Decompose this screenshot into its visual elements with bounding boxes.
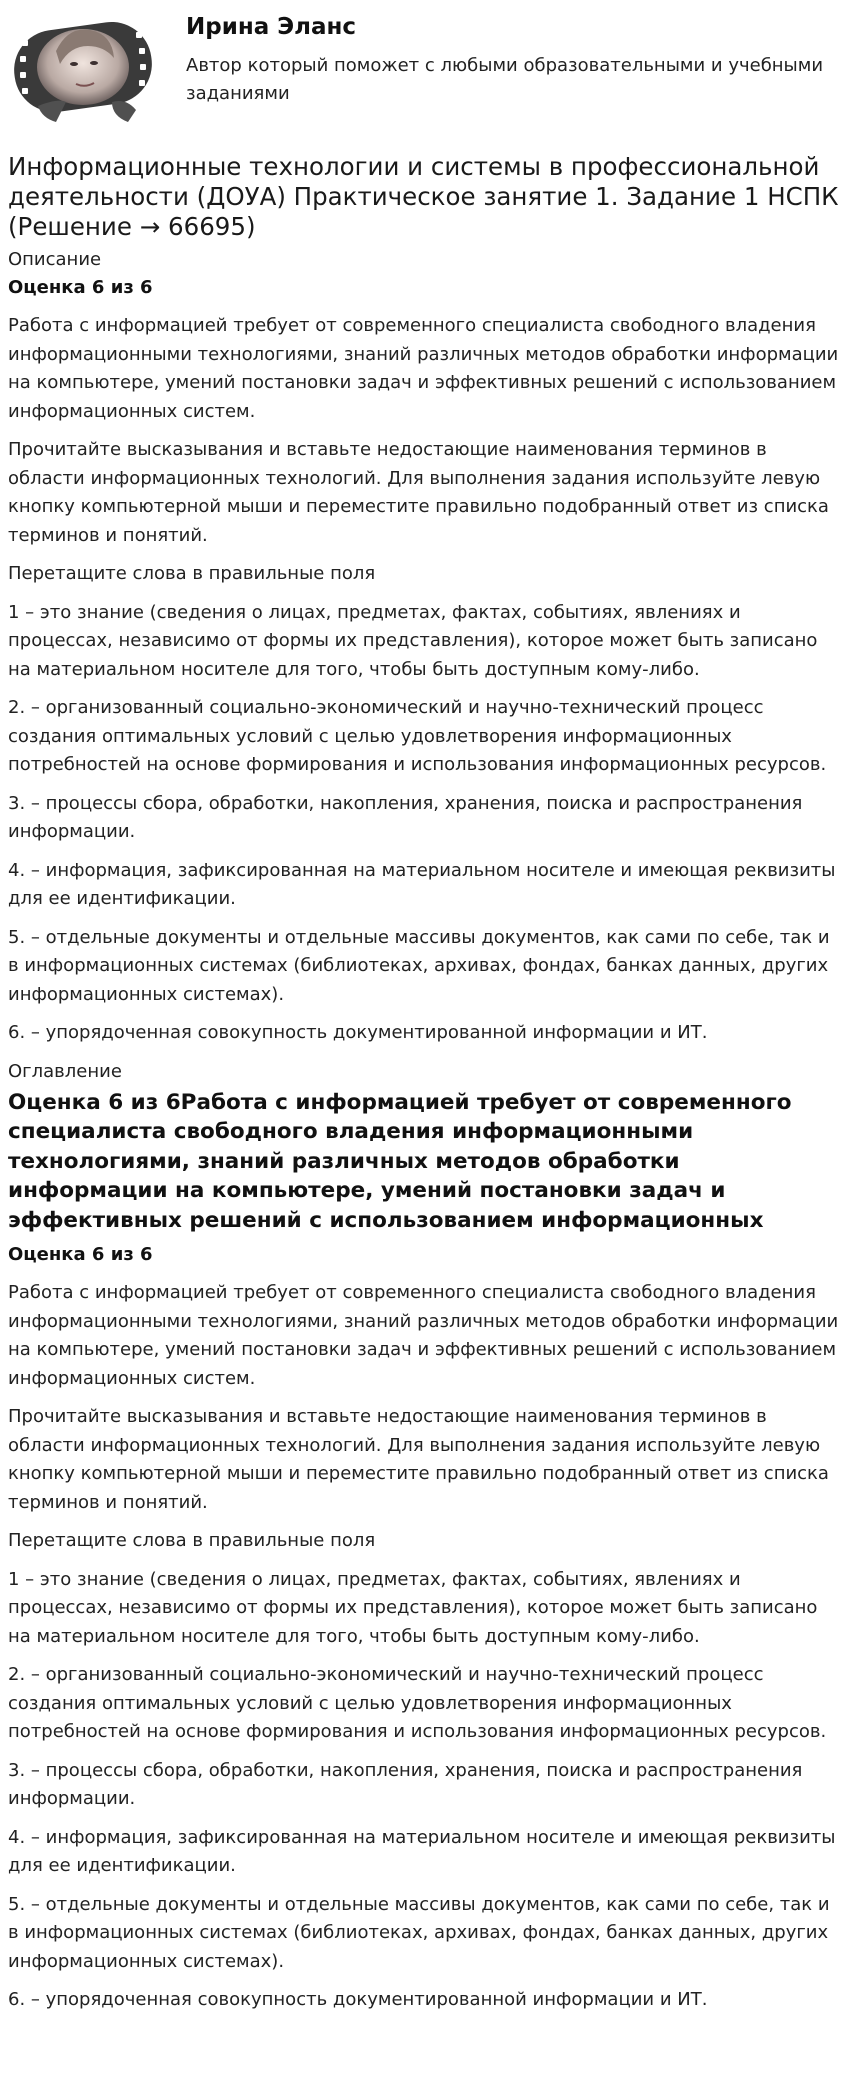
avatar[interactable]: [8, 6, 158, 128]
paragraph: 2. – организованный социально-экономический и научно-технический процесс создания оптимальных условий с целью удовлетворения информационных потребностей на основе формирования и использования информационных ресурсов.: [8, 1664, 827, 1742]
paragraph: 2. – организованный социально-экономический и научно-технический процесс создания оптимальных условий с целью удовлетворения информационных потребностей на основе формирования и использования информационных ресурсов.: [8, 697, 827, 775]
paragraph: 6. – упорядоченная совокупность документированной информации и ИТ.: [8, 1989, 708, 2010]
toc-heading[interactable]: Оценка 6 из 6Работа с информацией требует от современного специалиста свободного владения информационными технологиями, знаний различных методов обработки информации на компьютере, умений постановки задач и эффективных решений с использованием информационных: [8, 1089, 792, 1233]
description-section: [8, 246, 839, 1048]
toc-section: [8, 1058, 839, 2015]
paragraph: Прочитайте высказывания и вставьте недостающие наименования терминов в области информационных технологий. Для выполнения задания используйте левую кнопку компьютерной мыши и переместите правильно подобранный ответ из списка терминов и понятий.: [8, 439, 829, 546]
grade-label: Оценка 6 из 6: [8, 277, 153, 298]
paragraph: Перетащите слова в правильные поля: [8, 563, 376, 584]
paragraph: 5. – отдельные документы и отдельные массивы документов, как сами по себе, так и в информационных системах (библиотеках, архивах, фондах, банках данных, других информационных системах).: [8, 926, 830, 1005]
toc-label: Оглавление: [8, 1060, 122, 1082]
paragraph: 1 – это знание (сведения о лицах, предметах, фактах, событиях, явлениях и процессах, независимо от формы их представления), которое может быть записано на материальном носителе для того, чтобы быть доступным кому-либо.: [8, 601, 818, 680]
paragraph: 1 – это знание (сведения о лицах, предметах, фактах, событиях, явлениях и процессах, независимо от формы их представления), которое может быть записано на материальном носителе для того, чтобы быть доступным кому-либо.: [8, 1568, 818, 1647]
paragraph: 6. – упорядоченная совокупность документированной информации и ИТ.: [8, 1022, 708, 1043]
paragraph: 4. – информация, зафиксированная на материальном носителе и имеющая реквизиты для ее идентификации.: [8, 859, 836, 909]
paragraph: 5. – отдельные документы и отдельные массивы документов, как сами по себе, так и в информационных системах (библиотеках, архивах, фондах, банках данных, других информационных системах).: [8, 1893, 830, 1972]
author-info: [186, 6, 839, 108]
avatar-photo-frame-icon: [8, 6, 158, 128]
paragraph: 3. – процессы сбора, обработки, накопления, хранения, поиска и распространения информации.: [8, 1759, 803, 1809]
page-title: Информационные технологии и системы в профессиональной деятельности (ДОУА) Практическое занятие 1. Задание 1 НСПК (Решение → 66695): [8, 152, 839, 241]
paragraph: Работа с информацией требует от современного специалиста свободного владения информационными технологиями, знаний различных методов обработки информации на компьютере, умений постановки задач и эффективных решений с использованием информационных систем.: [8, 1282, 839, 1389]
author-name[interactable]: Ирина Эланс: [186, 14, 357, 40]
author-description: Автор который поможет с любыми образовательными и учебными заданиями: [186, 55, 824, 104]
paragraph: 4. – информация, зафиксированная на материальном носителе и имеющая реквизиты для ее идентификации.: [8, 1826, 836, 1876]
paragraph: Прочитайте высказывания и вставьте недостающие наименования терминов в области информационных технологий. Для выполнения задания используйте левую кнопку компьютерной мыши и переместите правильно подобранный ответ из списка терминов и понятий.: [8, 1406, 829, 1513]
paragraph: Перетащите слова в правильные поля: [8, 1530, 376, 1551]
paragraph: 3. – процессы сбора, обработки, накопления, хранения, поиска и распространения информации.: [8, 792, 803, 842]
author-card: [8, 0, 839, 138]
grade-label: Оценка 6 из 6: [8, 1244, 153, 1265]
description-label: Описание: [8, 249, 102, 270]
paragraph: Работа с информацией требует от современного специалиста свободного владения информационными технологиями, знаний различных методов обработки информации на компьютере, умений постановки задач и эффективных решений с использованием информационных систем.: [8, 315, 839, 422]
